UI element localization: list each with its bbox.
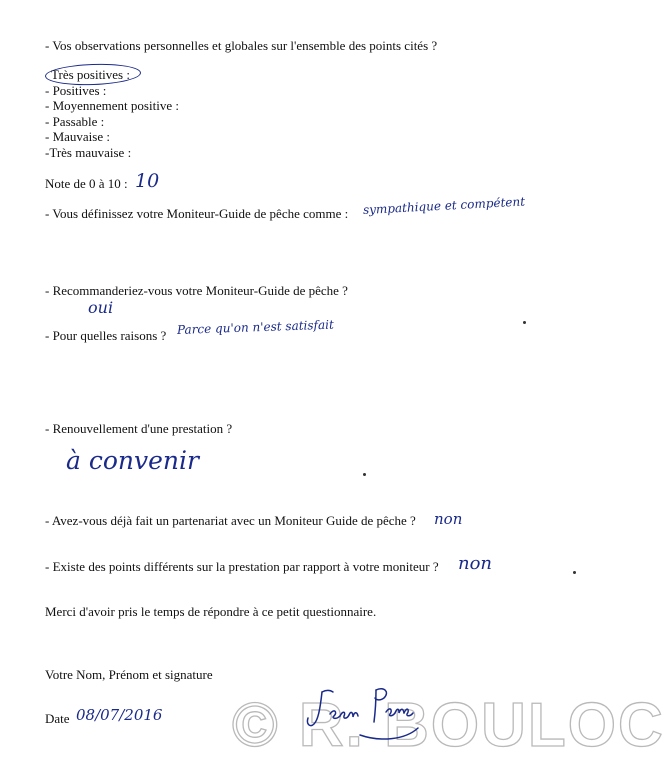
ink-dot [363, 473, 366, 476]
define-answer: sympathique et compétent [362, 194, 526, 217]
question-recommend: - Recommanderiez-vous votre Moniteur-Guide de pêche ? [45, 283, 348, 298]
option-passable: - Passable : [45, 114, 105, 129]
question-reasons: - Pour quelles raisons ? [45, 328, 167, 343]
date-answer: 08/07/2016 [76, 706, 163, 724]
handwritten-signature [300, 680, 430, 750]
differences-answer: non [458, 553, 493, 574]
option-tres-mauvaise: -Très mauvaise : [45, 145, 132, 160]
date-label: Date [45, 711, 70, 726]
note-label: Note de 0 à 10 : [45, 176, 128, 191]
partnership-answer: non [434, 510, 463, 528]
ink-dot [523, 321, 526, 324]
question-renewal: - Renouvellement d'une prestation ? [45, 421, 233, 436]
ink-dot [573, 571, 576, 574]
note-answer: 10 [135, 170, 160, 192]
thanks-text: Merci d'avoir pris le temps de répondre à ce petit questionnaire. [45, 604, 377, 619]
recommend-answer: oui [88, 298, 114, 317]
renewal-answer: à convenir [66, 446, 199, 475]
copyright-watermark: © R. BOULOC [232, 691, 665, 760]
question-observations: - Vos observations personnelles et globales sur l'ensemble des points cités ? [45, 38, 438, 53]
reasons-answer: Parce qu'on n'est satisfait [176, 317, 335, 337]
question-partnership: - Avez-vous déjà fait un partenariat avec un Moniteur Guide de pêche ? [45, 513, 416, 528]
question-define: - Vous définissez votre Moniteur-Guide de pêche comme : [45, 206, 349, 221]
question-differences: - Existe des points différents sur la prestation par rapport à votre moniteur ? [45, 559, 439, 574]
option-moyennement-positive: - Moyennement positive : [45, 98, 179, 113]
option-tres-positives: Très positives : [51, 67, 130, 82]
option-mauvaise: - Mauvaise : [45, 129, 110, 144]
option-positives: - Positives : [45, 83, 107, 98]
name-signature-label: Votre Nom, Prénom et signature [45, 667, 213, 682]
